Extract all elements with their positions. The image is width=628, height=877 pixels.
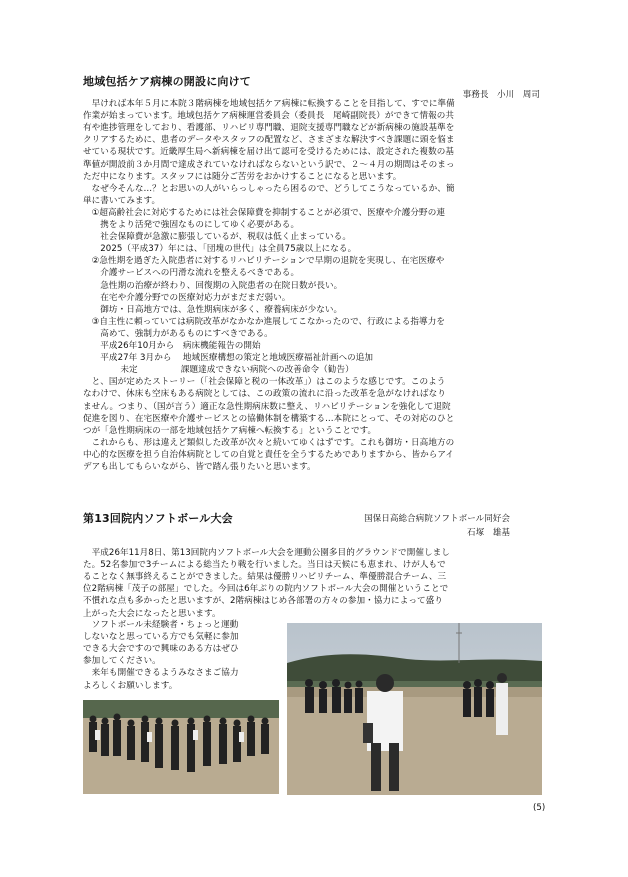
author-line-softball: 石塚 雄基 — [467, 528, 510, 538]
text-line: 促進を図り、在宅医療や介護サービスとの協働体制を構築する…本院にとって、その対応のひと — [83, 413, 455, 424]
text-line: 未定 課題達成できない病院への改善命令（勧告） — [83, 365, 354, 376]
text-line: 平成26年11月8日、第13回院内ソフトボール大会を運動公園多目的グラウンドで開催しまし — [83, 548, 450, 558]
text-line: デアも出してもらいながら、皆で踏ん張りたいと思います。 — [83, 462, 316, 472]
text-line: ②急性期を過ぎた入院患者に対するリハビリテーションで早期の退院を実現し、在宅医療や — [83, 256, 445, 267]
text-line: ません。つまり、（国が言う）適正な急性期病床数に整え、リハビリテーションを強化して退院 — [83, 401, 451, 412]
text-line: 有や進捗管理をしており、看護部、リハビリ専門職、退院支援専門職などが新病棟の施設基準を — [83, 123, 455, 134]
text-line: 介護サービスへの円滑な流れを整えるべきである。 — [83, 268, 300, 279]
text-line: ①超高齢社会に対応するためには社会保障費を抑制することが必須で、医療や介護分野の連 — [83, 207, 445, 218]
text-line: よろしくお願いします。 — [83, 680, 178, 691]
text-line: と、国が定めたストーリー（「社会保障と税の一体改革」）はこのような感じです。このよう — [83, 377, 446, 388]
text-line: ソフトボール未経験者・ちょっと運動 — [83, 620, 239, 630]
page-number: (5) — [533, 803, 546, 813]
text-line: 急性期の治療が終わり、回復期の入院患者の在院日数が長い。 — [83, 280, 343, 291]
text-line: なぜ今そんな…？とお思いの人がいらっしゃったら困るので、どうしてこうなっているか、簡 — [83, 183, 455, 194]
text-line: 平成26年10月から 病床機能報告の開始 — [83, 341, 261, 351]
text-line: せている現状です。近畿厚生局へ新病棟を届け出て認可を受けるためには、設定された複数の基 — [83, 147, 454, 158]
section-title-softball: 第13回院内ソフトボール大会 — [83, 512, 233, 525]
text-line: 来年も開催できるようみなさまご協力 — [83, 668, 239, 679]
text-line: 中心的な医療を担う自治体病院としての自覚と責任を全うするためでありますから、皆からアイ — [83, 449, 454, 460]
text-line: 不慣れな点も多かったと思いますが、2階病棟はじめ各部署の方々の参加・協力によって盛り — [83, 596, 443, 607]
text-line: 参加してください。 — [83, 656, 161, 667]
text-line: 位2階病棟「茂子の部屋」でした。今回は6年ぶりの院内ソフトボール大会の開催ということで — [83, 584, 449, 595]
text-line: 作業が始まっています。地域包括ケア病棟運営委員会（委員長 尾崎副院長）ができて情報の共 — [83, 111, 454, 122]
text-line: ることなく無事終えることができました。結果は優勝リハビリチーム、準優勝混合チーム、三 — [83, 572, 447, 583]
photo-softball-group-image — [83, 700, 279, 794]
text-line: 準値が開設前３か月間で達成されていなければならないという訳で、２～４月の期間はそのまっ — [83, 159, 455, 170]
text-line: クリアするために、患者のデータやスタッフの配置など、さまざまな解決すべき課題に頭を悩ま — [83, 135, 455, 146]
text-line: 御坊・日高地方では、急性期病床が多く、療養病床が少ない。 — [83, 304, 343, 315]
photo-softball-group — [83, 700, 279, 794]
text-line: 携をより活発で強固なものにしてゆく必要がある。 — [83, 220, 300, 230]
text-line: これからも、形は違えど類似した改革が次々と続いてゆくはずです。これも御坊・日高地方の — [83, 437, 455, 448]
text-line: 単に書いてみます。 — [83, 195, 161, 206]
text-line: なわけで、休床も空床もある病院としては、この政策の流れに沿った改革を急がなければなり — [83, 389, 446, 400]
organization-name: 国保日高総合病院ソフトボール同好会 — [364, 514, 510, 524]
photo-softball-team-meeting — [287, 623, 542, 795]
text-line: た。52名参加で3チームによる総当たり戦を行いました。当日は天候にも恵まれ、けが人もで — [83, 560, 446, 571]
text-line: つが「急性期病床の一部を地域包括ケア病棟へ転換する」ということです。 — [83, 425, 377, 436]
section-title-community-care: 地域包括ケア病棟の開設に向けて — [83, 75, 251, 88]
text-line: ③自主性に頼っていては病院改革がなかなか進展してこなかったので、行政による指導力を — [83, 316, 445, 327]
text-line: 高めて、強制力があるものにすべきである。 — [83, 328, 273, 339]
text-line: 上がった大会になったと思います。 — [83, 608, 221, 619]
text-line: できる大会ですので興味のある方はぜひ — [83, 644, 239, 655]
text-line: しないなと思っている方でも気軽に参加 — [83, 632, 239, 643]
photo-softball-team-meeting-image — [287, 623, 542, 795]
text-line: 平成27年 3月から 地域医療構想の策定と地域医療福祉計画への追加 — [83, 353, 374, 364]
text-line: ただ中になります。スタッフには随分ご苦労をおかけすることになると思います。 — [83, 171, 402, 182]
text-line: 早ければ本年５月に本院３階病棟を地域包括ケア病棟に転換することを目指して、すでに準備 — [83, 99, 455, 109]
text-line: 在宅や介護分野での医療対応力がまだまだ弱い。 — [83, 292, 291, 303]
text-line: 2025（平成37）年には、「団塊の世代」は全員75歳以上になる。 — [83, 244, 357, 255]
author-line: 事務長 小川 周司 — [462, 90, 540, 100]
text-line: 社会保障費が急激に膨張しているが、税収は低く止まっている。 — [83, 232, 351, 243]
